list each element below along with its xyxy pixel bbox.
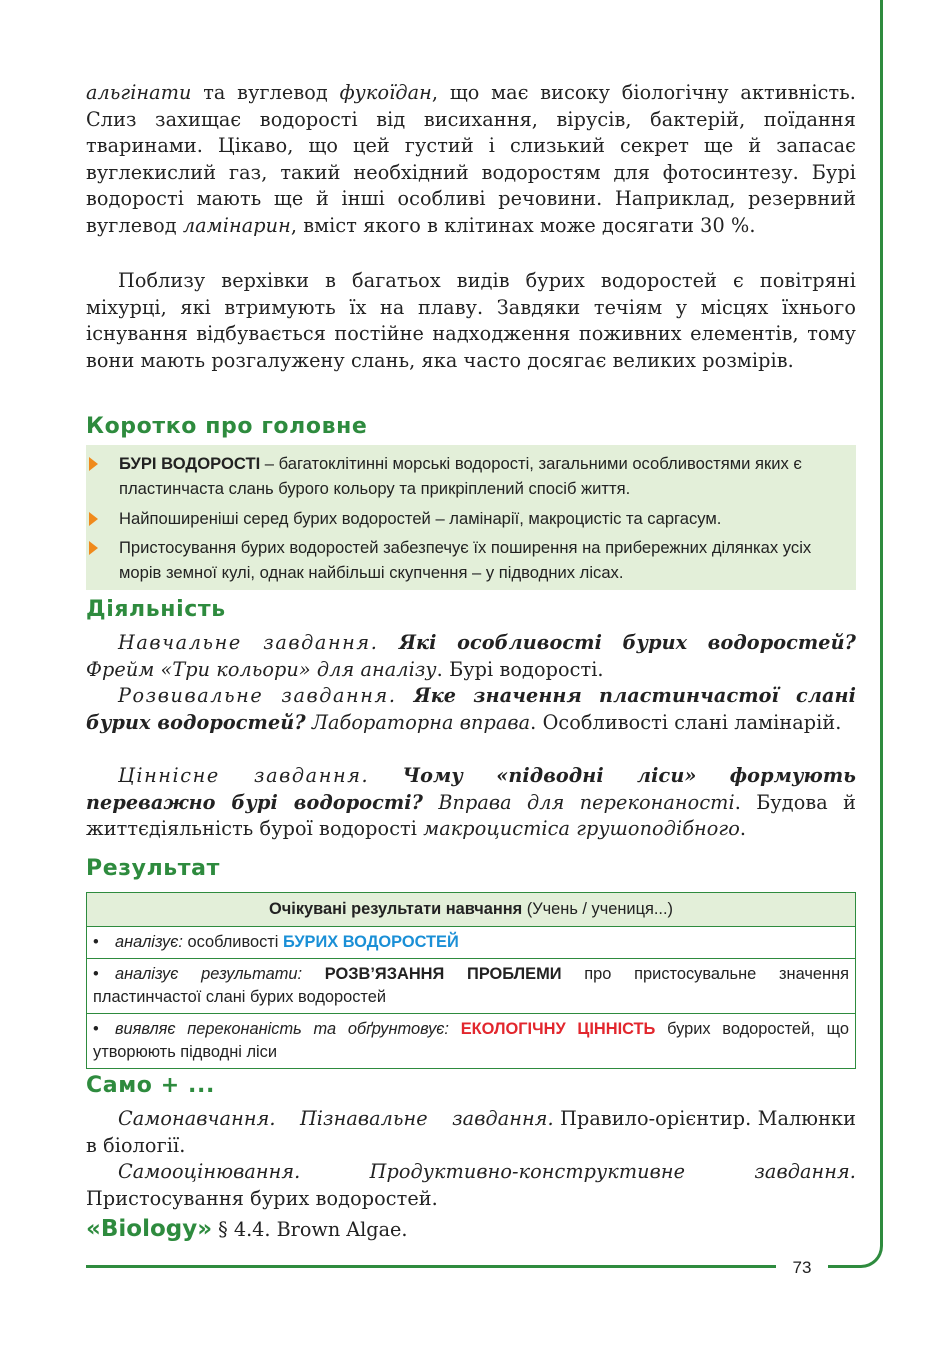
summary-heading: Коротко про головне [86,414,368,439]
activity-task-1: Навчальне завдання. Які особливості бурих водоростей? Фрейм «Три кольори» для аналізу. Бурі водорості. [86,631,856,681]
self-task-2: Самооцінювання. Продуктивно-конструктивне завдання. Пристосування бурих водоростей. [86,1160,856,1210]
activity-task-2: Розвивальне завдання. Яке значення пластинчастої слані бурих водоростей? Лабораторна вправа. Особливості слані ламінарій. [86,684,856,734]
orange-triangle-icon [89,541,98,555]
intro-paragraph-1: альгінати та вуглевод фукоїдан, що має високу біологічну активність. Слиз захищає водорості від висихання, вірусів, бактерій, поїдання тваринами. Цікаво, що цей густий і слизький секрет ще й запасає вуглекислий газ, такий необхідний водоростям для фотосинтезу. Бурі водорості мають ще й інші особливі речовини. Наприклад, резервний вуглевод ламінарин, вміст якого в клітинах може досягати 30 %. [86,81,856,237]
biology-reference: «Biology» § 4.4. Brown Algae. [86,1216,408,1242]
orange-triangle-icon [89,457,98,471]
activity-task-3: Ціннісне завдання. Чому «підводні ліси» формують переважно бурі водорості? Вправа для переконаності. Будова й життєдіяльність бурої водорості макроцистіса грушоподібного. [86,764,857,841]
self-heading: Само + ... [86,1073,215,1098]
summary-item-1: БУРІ ВОДОРОСТІ – багатоклітинні морські водорості, загальними особливостями яких є пластинчаста слань бурого кольору та прикріплений спосіб життя. [86,451,856,501]
self-task-1: Самонавчання. Пізнавальне завдання. Правило-орієнтир. Малюнки в біології. [86,1107,856,1157]
results-table-header: Очікувані результати навчання (Учень / учениця...) [87,893,855,927]
summary-item-2: Найпоширеніші серед бурих водоростей – ламінарії, макроцистіс та саргасум. [86,506,856,531]
result-heading: Результат [86,856,220,881]
orange-triangle-icon [89,512,98,526]
results-row-2: • аналізує результати: РОЗВ’ЯЗАННЯ ПРОБЛЕМИ про пристосувальне значення пластинчастої слані бурих водоростей [87,959,855,1014]
results-table [86,892,856,1069]
intro-paragraph-2: Поблизу верхівки в багатьох видів бурих водоростей є повітряні міхурці, які втримують їх на плаву. Завдяки течіям у місцях їхнього існування відбувається постійне надходження поживних елементів, тому вони мають розгалужену слань, яка часто досягає великих розмірів. [86,269,856,372]
activity-heading: Діяльність [86,597,226,622]
results-row-3: • виявляє переконаність та обґрунтовує: ЕКОЛОГІЧНУ ЦІННІСТЬ бурих водоростей, що утворюють підводні ліси [93,1020,849,1061]
results-row-1: • аналізує: особливості БУРИХ ВОДОРОСТЕЙ [87,927,855,959]
summary-item-3: Пристосування бурих водоростей забезпечує їх поширення на прибережних ділянках усіх морів земної кулі, однак найбільші скупчення – у підводних лісах. [86,535,856,585]
page-number: 73 [792,1258,812,1277]
page-frame-bottom [86,1265,776,1268]
summary-box [86,445,856,590]
